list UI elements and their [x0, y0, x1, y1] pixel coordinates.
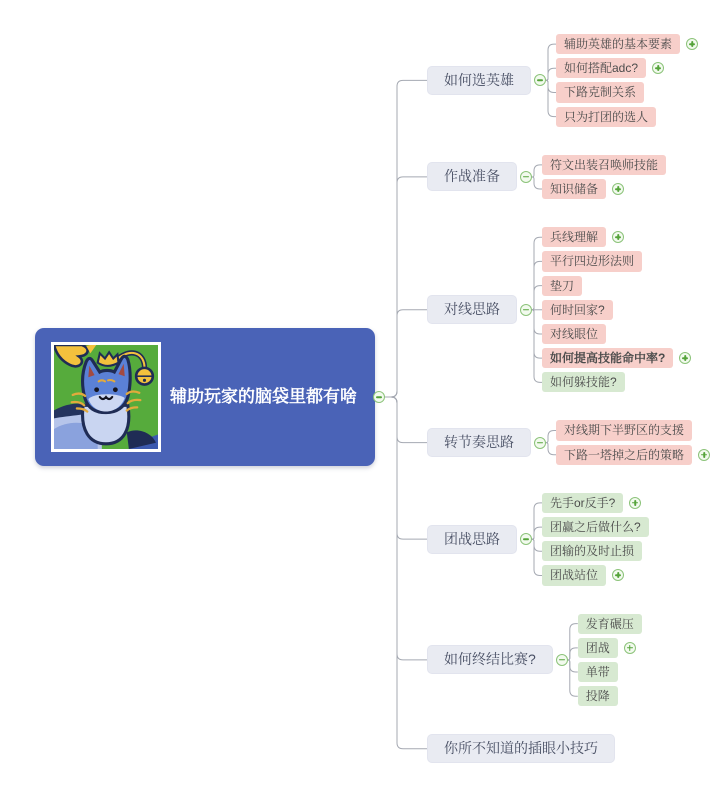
- subtopic[interactable]: 投降: [578, 686, 618, 706]
- main-topic-battle-prep[interactable]: 作战准备: [427, 162, 517, 191]
- branch-end-game: [427, 614, 710, 707]
- subtopic[interactable]: 如何提高技能命中率?: [542, 348, 673, 368]
- branch-battle-prep: [427, 155, 710, 199]
- subtopic[interactable]: 团输的及时止损: [542, 541, 642, 561]
- subtopic[interactable]: 团战站位: [542, 565, 606, 585]
- main-topic-laning[interactable]: 对线思路: [427, 295, 517, 324]
- main-topic-teamfight[interactable]: 团战思路: [427, 525, 517, 554]
- subtopic[interactable]: 如何搭配adc?: [556, 58, 646, 78]
- collapse-icon[interactable]: [556, 654, 568, 666]
- central-topic[interactable]: [35, 328, 375, 466]
- branch-choose-champion: [427, 34, 710, 127]
- main-topic-tempo[interactable]: 转节奏思路: [427, 428, 531, 457]
- branch-teamfight: [427, 493, 710, 586]
- expand-icon[interactable]: [698, 449, 710, 461]
- subtopic[interactable]: 对线眼位: [542, 324, 606, 344]
- subtopic[interactable]: 对线期下半野区的支援: [556, 420, 692, 440]
- branch-tempo: [427, 420, 710, 464]
- expand-icon[interactable]: [652, 62, 664, 74]
- main-topic-choose-champion[interactable]: 如何选英雄: [427, 66, 531, 95]
- subtopic[interactable]: 团赢之后做什么?: [542, 517, 649, 537]
- subtopic[interactable]: 垫刀: [542, 276, 582, 296]
- cat-illustration: [54, 345, 158, 449]
- expand-icon[interactable]: [629, 497, 641, 509]
- subtopic[interactable]: 下路克制关系: [556, 82, 644, 102]
- collapse-icon[interactable]: [520, 533, 532, 545]
- subtopic[interactable]: 如何躲技能?: [542, 372, 625, 392]
- main-topic-warding-tips[interactable]: 你所不知道的插眼小技巧: [427, 734, 615, 763]
- expand-icon[interactable]: [686, 38, 698, 50]
- subtopic[interactable]: 发育碾压: [578, 614, 642, 634]
- subtopic[interactable]: 辅助英雄的基本要素: [556, 34, 680, 54]
- branch-tree: [427, 34, 710, 763]
- expand-icon[interactable]: [679, 352, 691, 364]
- expand-icon[interactable]: [612, 183, 624, 195]
- collapse-icon[interactable]: [520, 304, 532, 316]
- branch-laning: [427, 227, 710, 392]
- yuumi-cat-image: [51, 342, 161, 452]
- subtopic[interactable]: 符文出装召唤师技能: [542, 155, 666, 175]
- collapse-icon[interactable]: [534, 437, 546, 449]
- expand-icon[interactable]: [612, 569, 624, 581]
- expand-icon[interactable]: [624, 642, 636, 654]
- subtopic[interactable]: 平行四边形法则: [542, 251, 642, 271]
- subtopic[interactable]: 先手or反手?: [542, 493, 623, 513]
- central-topic-label: 辅助玩家的脑袋里都有啥: [170, 386, 357, 406]
- subtopic[interactable]: 下路一塔掉之后的策略: [556, 445, 692, 465]
- main-topic-end-game[interactable]: 如何终结比赛?: [427, 645, 553, 674]
- subtopic[interactable]: 单带: [578, 662, 618, 682]
- subtopic[interactable]: 只为打团的选人: [556, 107, 656, 127]
- subtopic[interactable]: 知识储备: [542, 179, 606, 199]
- branch-warding-tips: [427, 734, 710, 763]
- subtopic[interactable]: 兵线理解: [542, 227, 606, 247]
- subtopic[interactable]: 何时回家?: [542, 300, 613, 320]
- collapse-icon[interactable]: [534, 74, 546, 86]
- collapse-icon[interactable]: [520, 171, 532, 183]
- collapse-icon-root[interactable]: [373, 391, 385, 403]
- expand-icon[interactable]: [612, 231, 624, 243]
- subtopic[interactable]: 团战: [578, 638, 618, 658]
